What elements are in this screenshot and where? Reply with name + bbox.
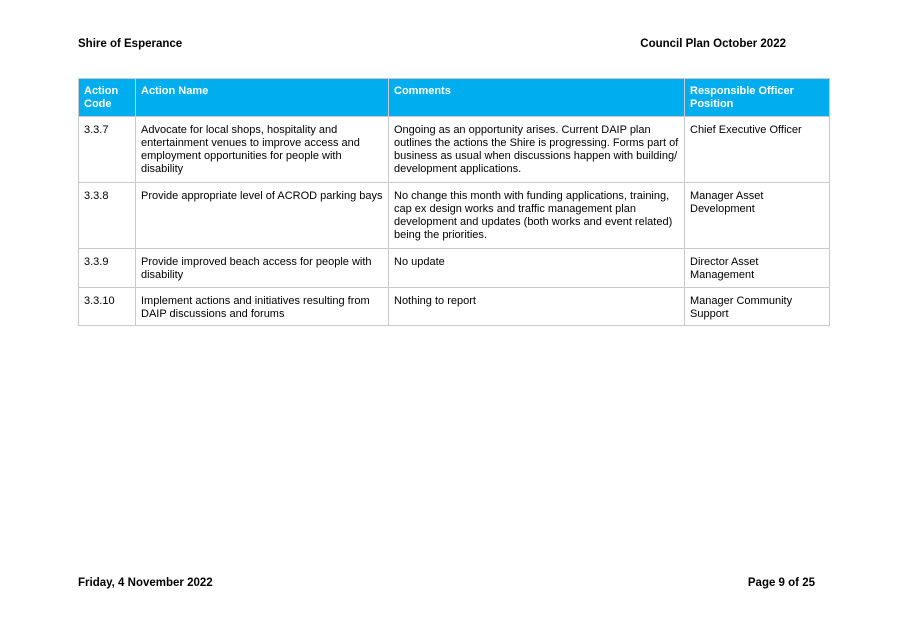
action-code: 3.3.7	[79, 117, 136, 183]
action-comments: Nothing to report	[389, 288, 685, 326]
table-row	[79, 249, 830, 288]
action-code: 3.3.8	[79, 183, 136, 249]
action-comments: Ongoing as an opportunity arises. Current DAIP plan outlines the actions the Shire is progressing. Forms part of business as usual when discussions happen with building/ development applications.	[389, 117, 685, 183]
action-name: Advocate for local shops, hospitality and entertainment venues to improve access and employment opportunities for people with disability	[136, 117, 389, 183]
action-comments: No update	[389, 249, 685, 288]
footer-page-number: Page 9 of 25	[747, 577, 815, 589]
table-row	[79, 117, 830, 183]
table-header-row	[79, 79, 830, 117]
column-header-officer: Responsible Officer Position	[685, 79, 830, 117]
action-code: 3.3.10	[79, 288, 136, 326]
action-name: Provide improved beach access for people with disability	[136, 249, 389, 288]
footer-date: Friday, 4 November 2022	[78, 577, 213, 589]
header-organisation: Shire of Esperance	[78, 38, 183, 50]
header-plan-title: Council Plan October 2022	[640, 38, 786, 50]
responsible-officer: Manager Asset Development	[685, 183, 830, 249]
table-row	[79, 183, 830, 249]
column-header-code: Action Code	[79, 79, 136, 117]
action-name: Provide appropriate level of ACROD parking bays	[136, 183, 389, 249]
responsible-officer: Chief Executive Officer	[685, 117, 830, 183]
table-row	[79, 288, 830, 326]
responsible-officer: Director Asset Management	[685, 249, 830, 288]
actions-table	[78, 78, 830, 326]
column-header-name: Action Name	[136, 79, 389, 117]
column-header-comments: Comments	[389, 79, 685, 117]
action-code: 3.3.9	[79, 249, 136, 288]
action-name: Implement actions and initiatives resulting from DAIP discussions and forums	[136, 288, 389, 326]
responsible-officer: Manager Community Support	[685, 288, 830, 326]
action-comments: No change this month with funding applications, training, cap ex design works and traffic management plan development and updates (both works and event related) being the priorities.	[389, 183, 685, 249]
